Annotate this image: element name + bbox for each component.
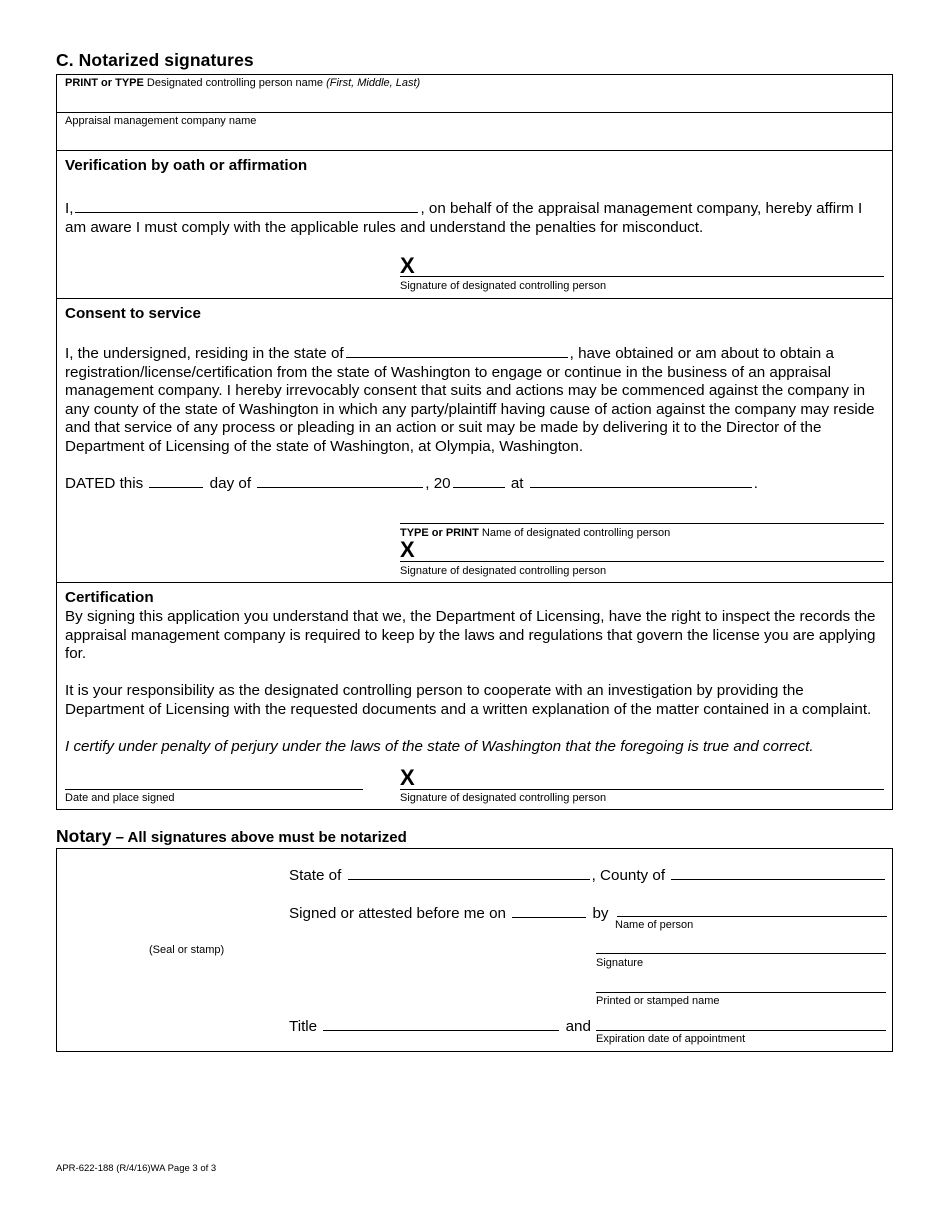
certification-heading: Certification: [65, 589, 154, 606]
notary-signature-line[interactable]: [596, 953, 886, 954]
notary-box: [56, 848, 893, 1052]
verification-text: I, , on behalf of the appraisal management company, hereby affirm I am aware I must comply with the applicable rules and understand the penalties for misconduct.: [65, 200, 863, 236]
dated-day-field[interactable]: [149, 473, 203, 488]
notary-title-field[interactable]: [323, 1016, 559, 1031]
state-county-row: State of , County of: [289, 865, 889, 884]
consent-text: I, the undersigned, residing in the state of , have obtained or am about to obtain a registration/license/certification from the state of Washington to engage or continue in the business of an appraisal management company. I hereby irrevocably consent that suits and actions may be commenced against the company in any county of the state of Washington in which any party/plaintiff having cause of action against the company may reside and that service of any process or pleading in an action or suit may be made by delivering it to the Director of the Department of Licensing of the state of Washington, at Olympia, Washington.: [65, 345, 875, 455]
x-mark: X: [400, 537, 415, 562]
name-of-person-line[interactable]: [617, 916, 887, 917]
notary-signature-label: Signature: [596, 957, 644, 969]
form-footer: APR-622-188 (R/4/16)WA Page 3 of 3: [56, 1163, 217, 1174]
consent-name-line[interactable]: [400, 523, 884, 524]
notary-date-field[interactable]: [512, 903, 586, 918]
dated-place-field[interactable]: [530, 473, 752, 488]
section-title: C. Notarized signatures: [56, 50, 254, 70]
residing-state-field[interactable]: [346, 343, 568, 358]
date-place-line[interactable]: [65, 789, 363, 790]
dated-month-field[interactable]: [257, 473, 423, 488]
certification-signature-line[interactable]: [400, 789, 884, 790]
verification-signature-line[interactable]: [400, 276, 884, 277]
seal-or-stamp: (Seal or stamp): [149, 944, 225, 956]
certification-signature-label: Signature of designated controlling person: [400, 792, 607, 804]
notary-state-field[interactable]: [348, 865, 590, 880]
consent-signature-line[interactable]: [400, 561, 884, 562]
notary-county-field[interactable]: [671, 865, 885, 880]
name-of-person-label: Name of person: [615, 919, 694, 931]
printed-name-label: Printed or stamped name: [596, 995, 720, 1007]
dated-line: DATED this day of , 20 at .: [65, 475, 758, 492]
controlling-person-name-label: PRINT or TYPE Designated controlling person name (First, Middle, Last): [65, 77, 421, 89]
consent-name-label: TYPE or PRINT Name of designated controlling person: [400, 527, 671, 539]
affirm-name-field[interactable]: [75, 198, 418, 213]
signed-before-row: Signed or attested before me on by: [289, 905, 609, 922]
company-name-label: Appraisal management company name: [65, 115, 257, 127]
certification-para-3: I certify under penalty of perjury under the laws of the state of Washington that the foregoing is true and correct.: [65, 738, 814, 755]
certification-para-1: By signing this application you understand that we, the Department of Licensing, have the right to inspect the records the appraisal management company is required to keep by the laws and regulations that govern the license you are applying for.: [65, 608, 876, 663]
verification-signature-label: Signature of designated controlling person: [400, 280, 607, 292]
certification-para-2: It is your responsibility as the designated controlling person to cooperate with an investigation by providing the Department of Licensing with the requested documents and a written explanation of the matter contained in a complaint.: [65, 682, 872, 718]
title-row: Title and: [289, 1018, 591, 1035]
x-mark: X: [400, 765, 415, 790]
expiration-label: Expiration date of appointment: [596, 1033, 746, 1045]
printed-name-line[interactable]: [596, 992, 886, 993]
expiration-line[interactable]: [596, 1030, 886, 1031]
consent-heading: Consent to service: [65, 305, 201, 322]
notary-heading: Notary – All signatures above must be notarized: [56, 826, 407, 846]
x-mark: X: [400, 253, 415, 278]
verification-heading: Verification by oath or affirmation: [65, 157, 308, 174]
notarized-signatures-box: [56, 74, 893, 810]
date-place-label: Date and place signed: [65, 792, 175, 804]
dated-year-field[interactable]: [453, 473, 505, 488]
consent-signature-label: Signature of designated controlling person: [400, 565, 607, 577]
